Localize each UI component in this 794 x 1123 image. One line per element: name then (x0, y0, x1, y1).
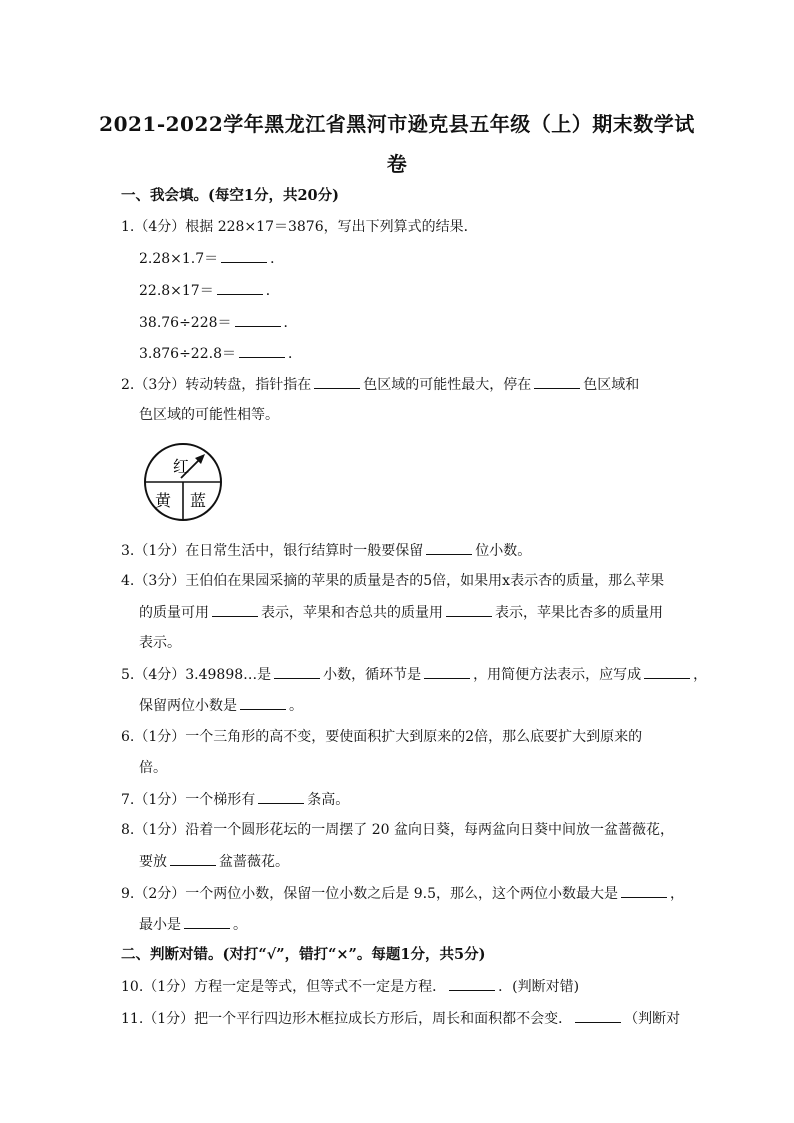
question-5-text-c: ，用简便方法表示，应写成 (473, 667, 642, 683)
question-1-item-3 (139, 312, 298, 333)
answer-blank[interactable] (240, 695, 286, 710)
wheel-label-yellow: 黄 (155, 491, 172, 510)
answer-blank[interactable] (424, 664, 470, 679)
question-4-line-2 (139, 602, 663, 623)
answer-blank[interactable] (314, 374, 360, 389)
item-end: ． (265, 283, 280, 299)
question-5-line-2 (139, 695, 303, 716)
question-1-stem: 1.（4分）根据 228×17＝3876，写出下列算式的结果． (121, 219, 478, 235)
answer-blank[interactable] (217, 280, 263, 295)
question-7-text-a: 7.（1分）一个梯形有 (121, 792, 256, 808)
question-2-text-b: 色区域的可能性最大，停在 (363, 377, 532, 393)
question-6-line-2: 倍。 (139, 760, 167, 776)
question-7 (121, 789, 349, 810)
question-1-item-1 (139, 248, 284, 269)
question-8-text-a: 要放 (139, 854, 167, 870)
answer-blank[interactable] (221, 248, 267, 263)
question-5-text-a: 5.（4分）3.49898…是 (121, 667, 272, 683)
question-3-text-a: 3.（1分）在日常生活中，银行结算时一般要保留 (121, 543, 424, 559)
question-2-text-a: 2.（3分）转动转盘，指针指在 (121, 377, 312, 393)
question-4-line-3: 表示。 (139, 635, 181, 651)
question-1-item-2 (139, 280, 280, 301)
question-5-text-d: ， (693, 667, 708, 683)
question-4-text-a: 的质量可用 (139, 605, 209, 621)
answer-blank[interactable] (644, 664, 690, 679)
answer-blank[interactable] (170, 851, 216, 866)
answer-blank[interactable] (446, 602, 492, 617)
question-2-text-c: 色区域和 (583, 377, 640, 393)
section-1-heading: 一、我会填。(每空1分，共20分) (121, 187, 339, 204)
question-6-line-1: 6.（1分）一个三角形的高不变，要使面积扩大到原来的2倍，那么底要扩大到原来的 (121, 729, 643, 745)
answer-blank[interactable] (426, 540, 472, 555)
question-8-line-1: 8.（1分）沿着一个圆形花坛的一周摆了 20 盆向日葵，每两盆向日葵中间放一盆蔷薇花， (121, 822, 674, 838)
exam-title-line-1: 2021-2022学年黑龙江省黑河市逊克县五年级（上）期末数学试 (99, 112, 695, 136)
wheel-label-blue: 蓝 (190, 491, 207, 510)
item-expression: 2.28×1.7＝ (139, 251, 219, 267)
item-expression: 22.8×17＝ (139, 283, 214, 299)
item-end: ． (283, 315, 298, 331)
question-7-text-b: 条高。 (307, 792, 350, 808)
question-11 (121, 1008, 680, 1029)
question-10 (121, 976, 579, 997)
question-8-text-b: 盆蔷薇花。 (219, 854, 289, 870)
question-11-text-a: 11.（1分）把一个平行四边形木框拉成长方形后，周长和面积都不会变． (121, 1011, 573, 1027)
question-9-text-d: 。 (233, 917, 247, 933)
answer-blank[interactable] (239, 343, 285, 358)
question-5-text-b: 小数，循环节是 (323, 667, 422, 683)
question-9-text-c: 最小是 (139, 917, 181, 933)
question-5-text-e: 保留两位小数是 (139, 698, 237, 714)
question-8-line-2 (139, 851, 289, 872)
answer-blank[interactable] (274, 664, 320, 679)
question-2-line-2: 色区域的可能性相等。 (139, 407, 279, 423)
answer-blank[interactable] (621, 883, 667, 898)
question-10-text-b: ．(判断对错) (498, 979, 580, 995)
item-expression: 38.76÷228＝ (139, 315, 232, 331)
answer-blank[interactable] (212, 602, 258, 617)
question-9-text-a: 9.（2分）一个两位小数，保留一位小数之后是 9.5，那么，这个两位小数最大是 (121, 886, 618, 902)
wheel-label-red: 红 (173, 457, 190, 476)
answer-blank[interactable] (235, 312, 281, 327)
question-1-item-4 (139, 343, 302, 364)
question-9-line-1 (121, 883, 684, 904)
question-2-line-1 (121, 374, 639, 395)
item-end: ． (287, 346, 302, 362)
answer-blank[interactable] (534, 374, 580, 389)
spinner-wheel-figure (143, 442, 227, 526)
exam-title-line-2: 卷 (386, 152, 408, 176)
question-5-line-1 (121, 664, 707, 685)
section-2-heading: 二、判断对错。(对打“√”，错打“×”。每题1分，共5分) (121, 946, 486, 963)
question-3 (121, 540, 531, 561)
question-4-text-c: 表示，苹果比杏多的质量用 (495, 605, 663, 621)
question-9-line-2 (139, 914, 247, 935)
item-end: ． (270, 251, 285, 267)
question-10-text-a: 10.（1分）方程一定是等式，但等式不一定是方程． (121, 979, 447, 995)
item-expression: 3.876÷22.8＝ (139, 346, 236, 362)
answer-blank[interactable] (449, 976, 495, 991)
question-9-text-b: ， (669, 886, 684, 902)
question-4-line-1: 4.（3分）王伯伯在果园采摘的苹果的质量是杏的5倍，如果用x表示杏的质量，那么苹果 (121, 573, 665, 589)
question-3-text-b: 位小数。 (475, 543, 532, 559)
answer-blank[interactable] (184, 914, 230, 929)
question-11-text-b: （判断对 (624, 1011, 681, 1027)
question-4-text-b: 表示，苹果和杏总共的质量用 (261, 605, 443, 621)
answer-blank[interactable] (258, 789, 304, 804)
question-5-text-f: 。 (289, 698, 303, 714)
answer-blank[interactable] (575, 1008, 621, 1023)
